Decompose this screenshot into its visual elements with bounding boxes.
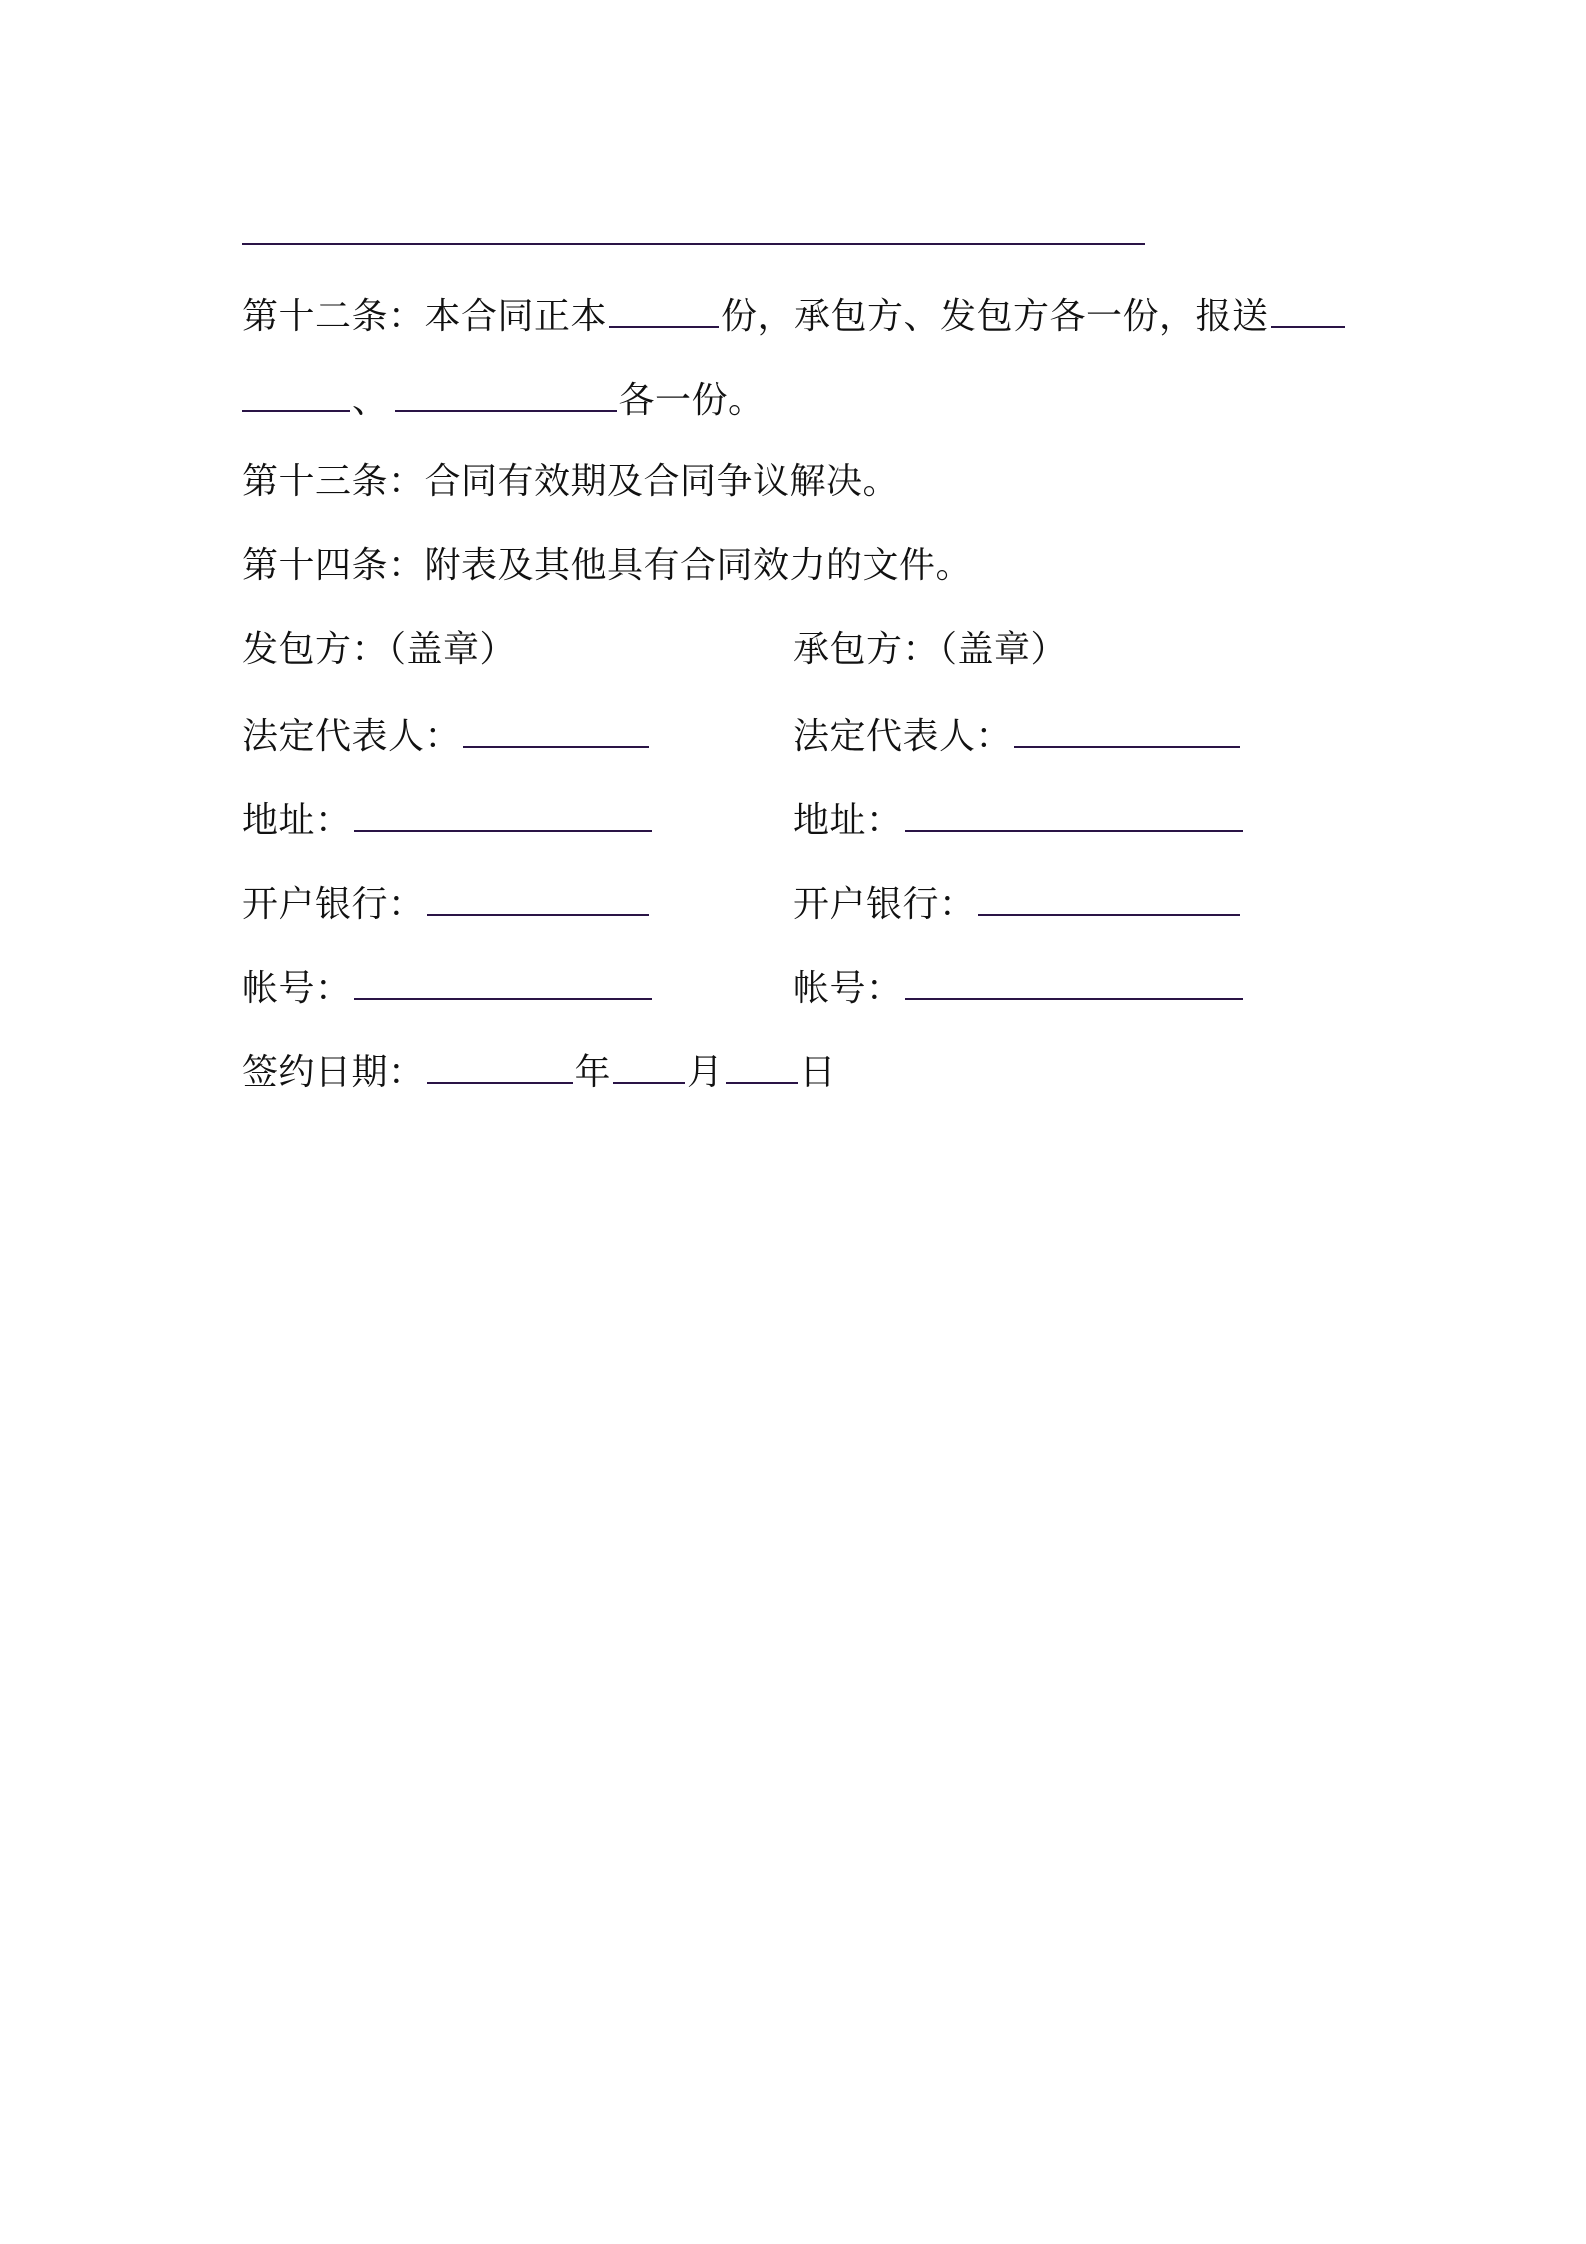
- contractor-party-label: 承包方：（盖章）: [793, 629, 1068, 670]
- copies-count-blank: [609, 290, 719, 328]
- contractor-bank-row: [793, 878, 1242, 926]
- employer-legal-rep-row: [242, 710, 651, 758]
- sign-day-blank: [726, 1046, 798, 1084]
- employer-account-row: [242, 962, 654, 1010]
- employer-bank-blank: [427, 878, 649, 916]
- employer-address-label: 地址：: [242, 800, 352, 841]
- contractor-legal-rep-blank: [1014, 710, 1240, 748]
- contractor-bank-label: 开户银行：: [793, 884, 976, 925]
- sign-date-label: 签约日期：: [242, 1052, 425, 1093]
- sign-date-row: [242, 1046, 836, 1094]
- contractor-account-blank: [905, 962, 1243, 1000]
- employer-bank-row: [242, 878, 651, 926]
- article-13-text: 第十三条：合同有效期及合同争议解决。: [242, 461, 900, 502]
- employer-address-blank: [354, 794, 652, 832]
- contractor-bank-blank: [978, 878, 1240, 916]
- contractor-legal-rep-label: 法定代表人：: [793, 716, 1013, 757]
- contractor-account-label: 帐号：: [793, 968, 903, 1009]
- contractor-address-row: [793, 794, 1245, 842]
- contractor-account-row: [793, 962, 1245, 1010]
- employer-legal-rep-label: 法定代表人：: [242, 716, 462, 757]
- sign-month-label: 月: [687, 1052, 724, 1093]
- employer-bank-label: 开户银行：: [242, 884, 425, 925]
- article-12-line-1: [242, 290, 1345, 338]
- employer-legal-rep-blank: [463, 710, 649, 748]
- article-12-prefix: 第十二条：本合同正本: [242, 296, 608, 337]
- report-to-blank-c: [395, 374, 617, 412]
- sign-day-label: 日: [799, 1052, 837, 1093]
- contractor-address-label: 地址：: [793, 800, 903, 841]
- contractor-address-blank: [905, 794, 1243, 832]
- article-12-mid: 份，承包方、发包方各一份，报送: [721, 296, 1269, 337]
- report-to-blank-b: [242, 374, 350, 412]
- article-13: [242, 458, 899, 506]
- sign-month-blank: [613, 1046, 685, 1084]
- employer-account-blank: [354, 962, 652, 1000]
- article-12-suffix: 各一份。: [618, 380, 765, 421]
- employer-address-row: [242, 794, 654, 842]
- sign-year-label: 年: [574, 1052, 612, 1093]
- employer-account-label: 帐号：: [242, 968, 352, 1009]
- contractor-legal-rep-row: [793, 710, 1242, 758]
- article-12-separator: 、: [352, 380, 389, 421]
- article-14-text: 第十四条：附表及其他具有合同效力的文件。: [242, 545, 973, 586]
- article-12-line-2: [242, 374, 765, 422]
- report-to-blank-a: [1271, 290, 1345, 328]
- article-14: [242, 542, 972, 590]
- blank-line-top: [242, 243, 1145, 245]
- employer-party-label: 发包方：（盖章）: [242, 629, 517, 670]
- sign-year-blank: [427, 1046, 573, 1084]
